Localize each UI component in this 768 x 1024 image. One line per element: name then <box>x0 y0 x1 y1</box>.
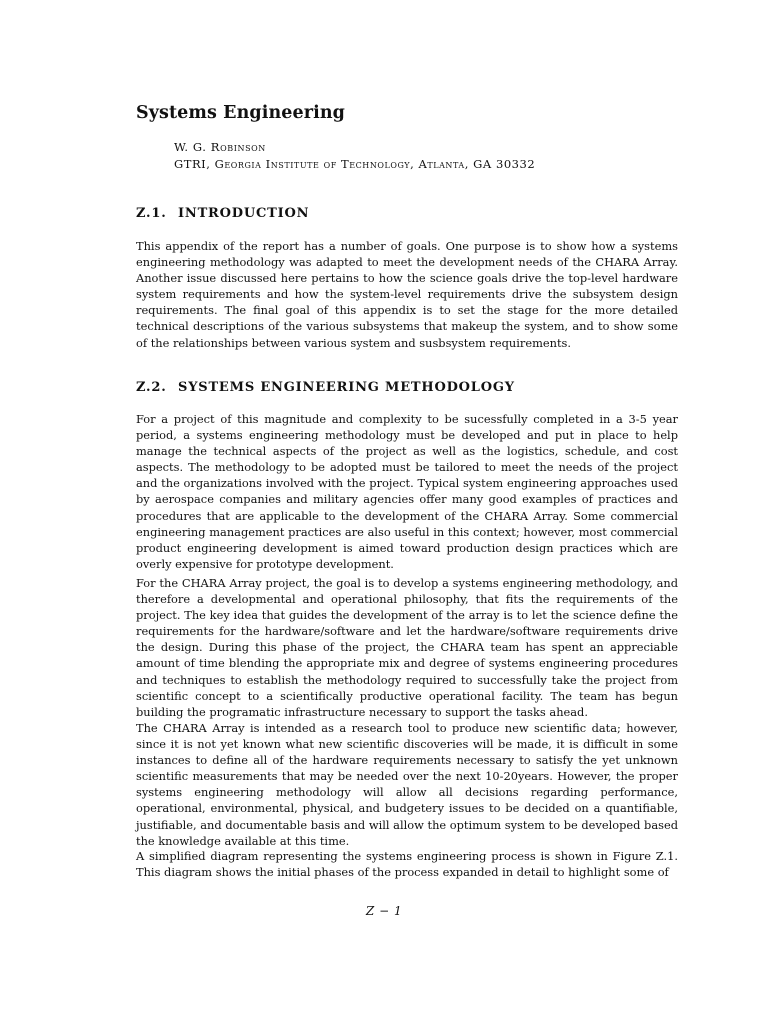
document-title: Systems Engineering <box>136 103 346 123</box>
author-affiliation: GTRI, Georgia Institute of Technology, Atlanta, GA 30332 <box>174 157 536 171</box>
paragraph: For a project of this magnitude and complexity to be sucessfully completed in a 3-5 year period, a systems engineering methodology must be developed and put in place to help manage the technical aspects of the project as well as the logistics, schedule, and cost aspects. The methodology to be adopted must be tailored to meet the needs of the project and the organizations involved with the project. Typical system engineering approaches used by aerospace companies and military agencies offer many good examples of practices and procedures that are applicable to the development of the CHARA Array. Some commercial engineering management practices are also useful in this context; however, most commercial product engineering development is aimed toward production design practices which are overly expensive for prototype development. <box>136 412 678 571</box>
page-number: Z − 1 <box>365 904 403 918</box>
paragraph: The CHARA Array is intended as a research tool to produce new scientific data; however, since it is not yet known what new scientific discoveries will be made, it is difficult in some instances to define all of the hardware requirements necessary to satisfy the yet unknown scientific measurements that may be needed over the next 10-20years. However, the proper systems engineering methodology will allow all decisions regarding performance, operational, environmental, physical, and budgetery issues to be decided on a quantifiable, justifiable, and documentable basis and will allow the optimum system to be developed based the knowledge available at this time. <box>136 721 678 848</box>
paragraph: For the CHARA Array project, the goal is to develop a systems engineering methodology, and therefore a developmental and operational philosophy, that fits the requirements of the project. The key idea that guides the development of the array is to let the science define the requirements for the hardware/software and let the hardware/software requirements drive the design. During this phase of the project, the CHARA team has spent an appreciable amount of time blending the appropriate mix and degree of systems engineering procedures and techniques to establish the methodology required to successfully take the project from scientific concept to a scientifically productive operational facility. The team has begun building the programatic infrastructure necessary to support the tasks ahead. <box>136 576 678 719</box>
section-number: Z.1. <box>136 206 167 221</box>
section-heading-methodology <box>136 380 515 395</box>
paragraph: A simplified diagram representing the systems engineering process is shown in Figure Z.1. This diagram shows the initial phases of the process expanded in detail to highlight some of <box>136 849 678 880</box>
section-title: SYSTEMS ENGINEERING METHODOLOGY <box>178 380 515 395</box>
author-name: W. G. Robinson <box>174 140 266 154</box>
section-title: INTRODUCTION <box>178 206 310 221</box>
section-number: Z.2. <box>136 380 167 395</box>
section-heading-introduction <box>136 206 309 221</box>
paragraph: This appendix of the report has a number of goals. One purpose is to show how a systems engineering methodology was adapted to meet the development needs of the CHARA Array. Another issue discussed here pertains to how the science goals drive the top-level hardware system requirements and how the system-level requirements drive the subsystem design requirements. The final goal of this appendix is to set the stage for the more detailed technical descriptions of the various subsystems that makeup the system, and to show some of the relationships between various system and susbsystem requirements. <box>136 239 678 350</box>
